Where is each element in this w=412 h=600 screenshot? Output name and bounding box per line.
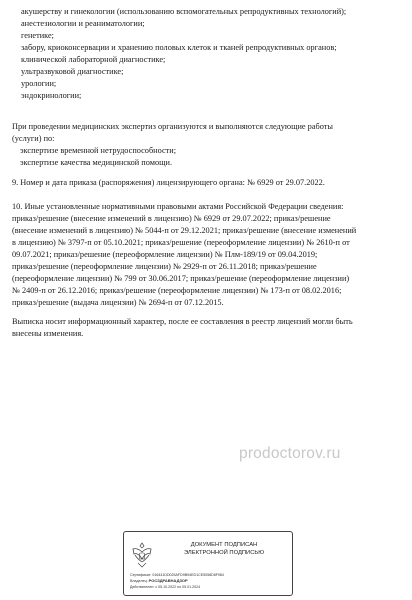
expertise-intro-cont: (услуги) по:	[12, 134, 55, 143]
section-9	[12, 177, 404, 189]
list-item: клинической лабораторной диагностике;	[21, 55, 166, 64]
stamp-valid-value: с 05.10.2022 по 05.01.2024	[155, 585, 201, 589]
section-10-line: (переоформление лицензии) № 799 от 30.06.2017; приказ/решение (переоформление лицензии)	[12, 274, 350, 283]
stamp-valid-row	[130, 584, 288, 590]
footer-note-line: внесены изменения.	[12, 329, 84, 338]
expertise-item: экспертизе качества медицинской помощи.	[20, 158, 173, 167]
section-10-line: 10. Иные установленные нормативными правовыми актами Российской Федерации сведения:	[12, 202, 344, 211]
footer-note	[12, 316, 404, 340]
section-10-line: приказ/решение (внесение изменений в лицензию) № 6929 от 29.07.2022; приказ/решение	[12, 214, 331, 223]
stamp-meta	[130, 572, 288, 590]
list-item: ультразвуковой диагностике;	[21, 67, 124, 76]
watermark: prodoctorov.ru	[239, 445, 341, 462]
list-item: урологии;	[21, 79, 57, 88]
section-10-line: приказ/решение (выдача лицензии) № 2694-п от 07.12.2015.	[12, 298, 224, 307]
section-10-line: в лицензию) № 3797-п от 05.10.2021; приказ/решение (переоформление лицензии) № 2610-п от	[12, 238, 350, 247]
stamp-valid-label: Действителен:	[130, 585, 155, 589]
section-10	[12, 201, 404, 309]
section-10-line: приказ/решение (переоформление лицензии) № 2929-п от 26.11.2018; приказ/решение	[12, 262, 317, 271]
expertise-intro: При проведении медицинских экспертиз организуются и выполняются следующие работы	[12, 122, 333, 131]
specialty-list	[21, 6, 401, 102]
list-item: забору, криоконсервации и хранению половых клеток и тканей репродуктивных органов;	[21, 43, 337, 52]
list-item: генетике;	[21, 31, 54, 40]
section-9-text: 9. Номер и дата приказа (распоряжения) лицензирующего органа: № 6929 от 29.07.2022.	[12, 178, 325, 187]
stamp-cert-label: Сертификат:	[130, 573, 152, 577]
section-10-line: № 2409-п от 26.12.2016; приказ/решение (переоформление лицензии) № 173-п от 08.02.2016;	[12, 286, 342, 295]
section-10-line: 09.07.2021; приказ/решение (переоформление лицензии) № Плм-189/19 от 09.04.2019;	[12, 250, 318, 259]
expertise-section	[12, 121, 404, 169]
stamp-owner-value: РОСЗДРАВНАДЗОР	[148, 578, 188, 583]
stamp-title-line: ДОКУМЕНТ ПОДПИСАН	[190, 542, 258, 548]
section-10-line: (внесение изменений в лицензию) № 5044-п от 29.12.2021; приказ/решение (внесение изменений	[12, 226, 357, 235]
signature-stamp	[123, 531, 293, 596]
stamp-cert-value: 016441DD025AFD9B94ED1CE5058D8F984	[152, 573, 224, 577]
stamp-owner-label: Владелец:	[130, 579, 148, 583]
list-item: эндокринологии;	[21, 91, 82, 100]
eagle-emblem-icon	[129, 540, 155, 570]
expertise-item: экспертизе временной нетрудоспособности;	[20, 146, 177, 155]
stamp-title-line: ЭЛЕКТРОННОЙ ПОДПИСЬЮ	[183, 550, 265, 556]
list-item: анестезиологии и реаниматологии;	[21, 19, 145, 28]
stamp-title	[160, 541, 288, 557]
list-item: акушерству и гинекологии (использованию вспомогательных репродуктивных технологий);	[21, 7, 347, 16]
footer-note-line: Выписка носит информационный характер, после ее составления в реестр лицензий могли быть	[12, 317, 353, 326]
